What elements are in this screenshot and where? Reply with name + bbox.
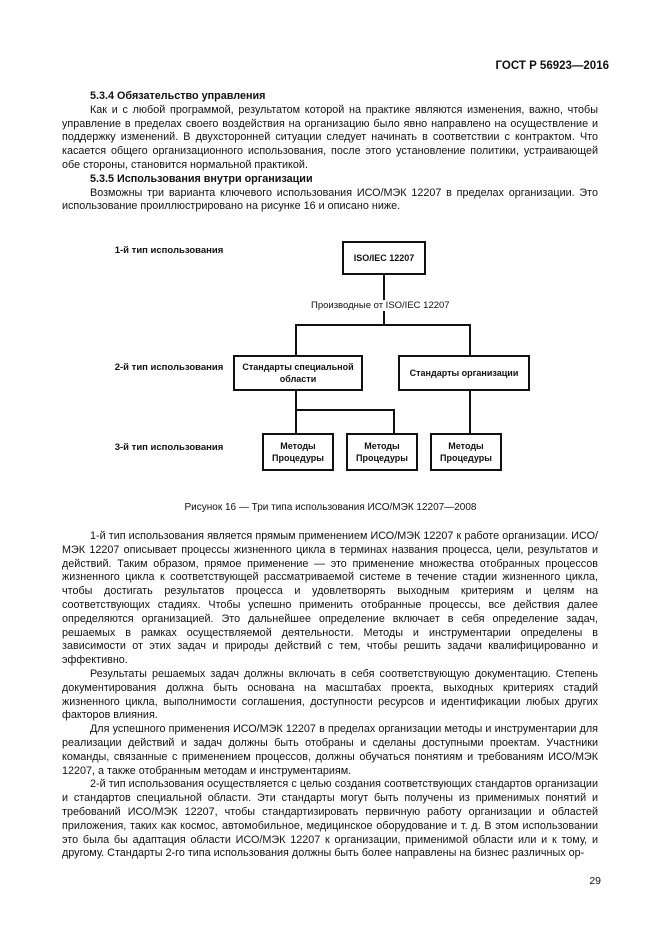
intro-sections xyxy=(62,90,598,214)
methods-box-2 xyxy=(346,433,418,471)
connector-line xyxy=(295,324,471,326)
methods-box-1 xyxy=(262,433,334,471)
document-code: ГОСТ Р 56923—2016 xyxy=(495,60,609,72)
procedures-label: Процедуры xyxy=(272,453,324,463)
org-standards-box: Стандарты организации xyxy=(398,355,530,391)
connector-line xyxy=(469,391,471,433)
level-2-label: 2-й тип использования xyxy=(114,362,224,373)
methods-label: Методы xyxy=(364,441,400,451)
section-534-text: Как и с любой программой, результатом которой на практике являются изменения, важно, чтобы управление в пределах своего воздействия на организацию было явно направлено на осуществление и поддержку изменений. В двухсторонней ситуации следует начинать в соответствии с контрактом. Что касается общего организационного использования, после этого установление политики, устраивающей обе стороны, становится нормальной практикой. xyxy=(62,103,598,171)
level-3-label: 3-й тип использования xyxy=(114,442,224,453)
paragraph: 2-й тип использования осуществляется с целью создания соответствующих стандартов организации и стандартов специальной области. Эти стандарты могут быть получены из применимых понятий и требований ИСО/МЭК 12207, чтобы стандартизировать первичную работу организации и областей приложения, таких как космос, автомобильное, медицинское оборудование и т. д. В этом использовании это была бы адаптация области ИСО/МЭК 12207 к организации, применимой области или и к тому, и другому. Стандарты 2-го типа использования должны быть более направлены на бизнес различных ор- xyxy=(62,778,598,860)
methods-box-3 xyxy=(430,433,502,471)
section-535-text: Возможны три варианта ключевого использования ИСО/МЭК 12207 в пределах организации. Это использование проиллюстрировано на рисунке 16 и описано ниже. xyxy=(62,186,598,213)
connector-line xyxy=(295,391,297,411)
connector-line xyxy=(295,324,297,356)
procedures-label: Процедуры xyxy=(440,453,492,463)
body-text xyxy=(62,530,598,861)
iso-12207-box: ISO/IEC 12207 xyxy=(342,241,426,275)
paragraph: Для успешного применения ИСО/МЭК 12207 в пределах организации методы и инструментарии для реализации действий и задач должны быть отобраны и сделаны доступными проектам. Участники команды, связанные с применением процессов, должны обучаться понятиям и требованиям ИСО/МЭК 12207, а также отобранным методам и инструментариям. xyxy=(62,723,598,777)
connector-line xyxy=(469,324,471,356)
page-number: 29 xyxy=(589,875,601,887)
domain-standards-box: Стандарты специальной области xyxy=(233,355,363,391)
paragraph: Результаты решаемых задач должны включать в себя соответствующую документацию. Степень документирования должна быть основана на масштабах проекта, выходных критериях стадий жизненного цикла, выполнимости соглашения, доступности ресурсов и идентификации любых других факторов влияния. xyxy=(62,667,598,722)
level-1-label: 1-й тип использования xyxy=(114,245,224,256)
methods-label: Методы xyxy=(448,441,484,451)
section-535-heading: 5.3.5 Использования внутри организации xyxy=(90,172,313,185)
figure-16-diagram xyxy=(62,235,598,485)
procedures-label: Процедуры xyxy=(356,453,408,463)
connector-line xyxy=(393,409,395,433)
figure-caption: Рисунок 16 — Три типа использования ИСО/МЭК 12207—2008 xyxy=(184,502,477,513)
paragraph: 1-й тип использования является прямым применением ИСО/МЭК 12207 к работе организации. ИСО/МЭК 12207 описывает процессы жизненного цикла в терминах названия процесса, цели, результатов и действий. Таким образом, прямое применение — это применение множества отобранных процессов жизненного цикла к соответствующей рассматриваемой системе в течение стадии жизненного цикла, чтобы достигать результатов процесса и удовлетворять выходным критериям и целям на соответствующих стадиях. Чтобы успешно применить отобранные процессы, все действия далее определяются организацией. Это дальнейшее определение включает в себя определение задач, решаемых в рамках осуществляемой деятельности. Методы и инструментарии определены в зависимости от этих задач и природы действий с тем, чтобы решить задачи квалифицированно и эффективно. xyxy=(62,530,598,667)
connector-line xyxy=(295,409,297,433)
derivatives-label: Производные от ISO/IEC 12207 xyxy=(308,300,453,311)
connector-line xyxy=(295,409,395,411)
methods-label: Методы xyxy=(280,441,316,451)
section-534-heading: 5.3.4 Обязательство управления xyxy=(90,90,266,102)
